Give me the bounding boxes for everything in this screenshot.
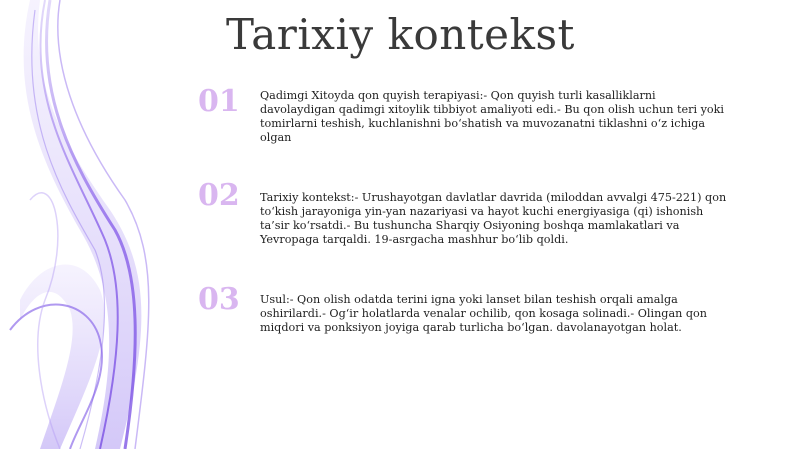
item-number-01: 01 — [198, 84, 240, 119]
item-text-02: Tarixiy kontekst:- Urushayotgan davlatlar davrida (miloddan avvalgi 475-221) qon to‘kish jarayoniga yin-yan nazariyasi va hayot kuchi energiyasiga (qi) ishonish ta’sir ko‘rsatdi.- Bu tushuncha Sharqiy Osiyoning boshqa mamlakatlari va Yevropaga tarqaldi. 19-asrgacha mashhur bo‘lib qoldi. — [260, 191, 727, 246]
item-text-03: Usul:- Qon olish odatda terini igna yoki lanset bilan teshish orqali amalga oshirilardi.- Og‘ir holatlarda venalar ochilib, qon kosaga solinadi.- Olingan qon miqdori va ponksiyon joyiga qarab turlicha bo‘lgan. davolanayotgan holat. — [260, 293, 707, 334]
item-text-01: Qadimgi Xitoyda qon quyish terapiyasi:- Qon quyish turli kasalliklarni davolaydigan qadimgi xitoylik tibbiyot amaliyoti edi.- Bu qon olish uchun teri yoki tomirlarni teshish, kuchlanishni bo‘shatish va muvozanatni tiklashni o‘z ichiga olgan — [260, 89, 725, 144]
item-number-02: 02 — [198, 178, 240, 213]
purple-swirl-decoration — [0, 0, 200, 449]
slide-title: Tarixiy kontekst — [226, 10, 575, 59]
item-number-03: 03 — [198, 282, 240, 317]
